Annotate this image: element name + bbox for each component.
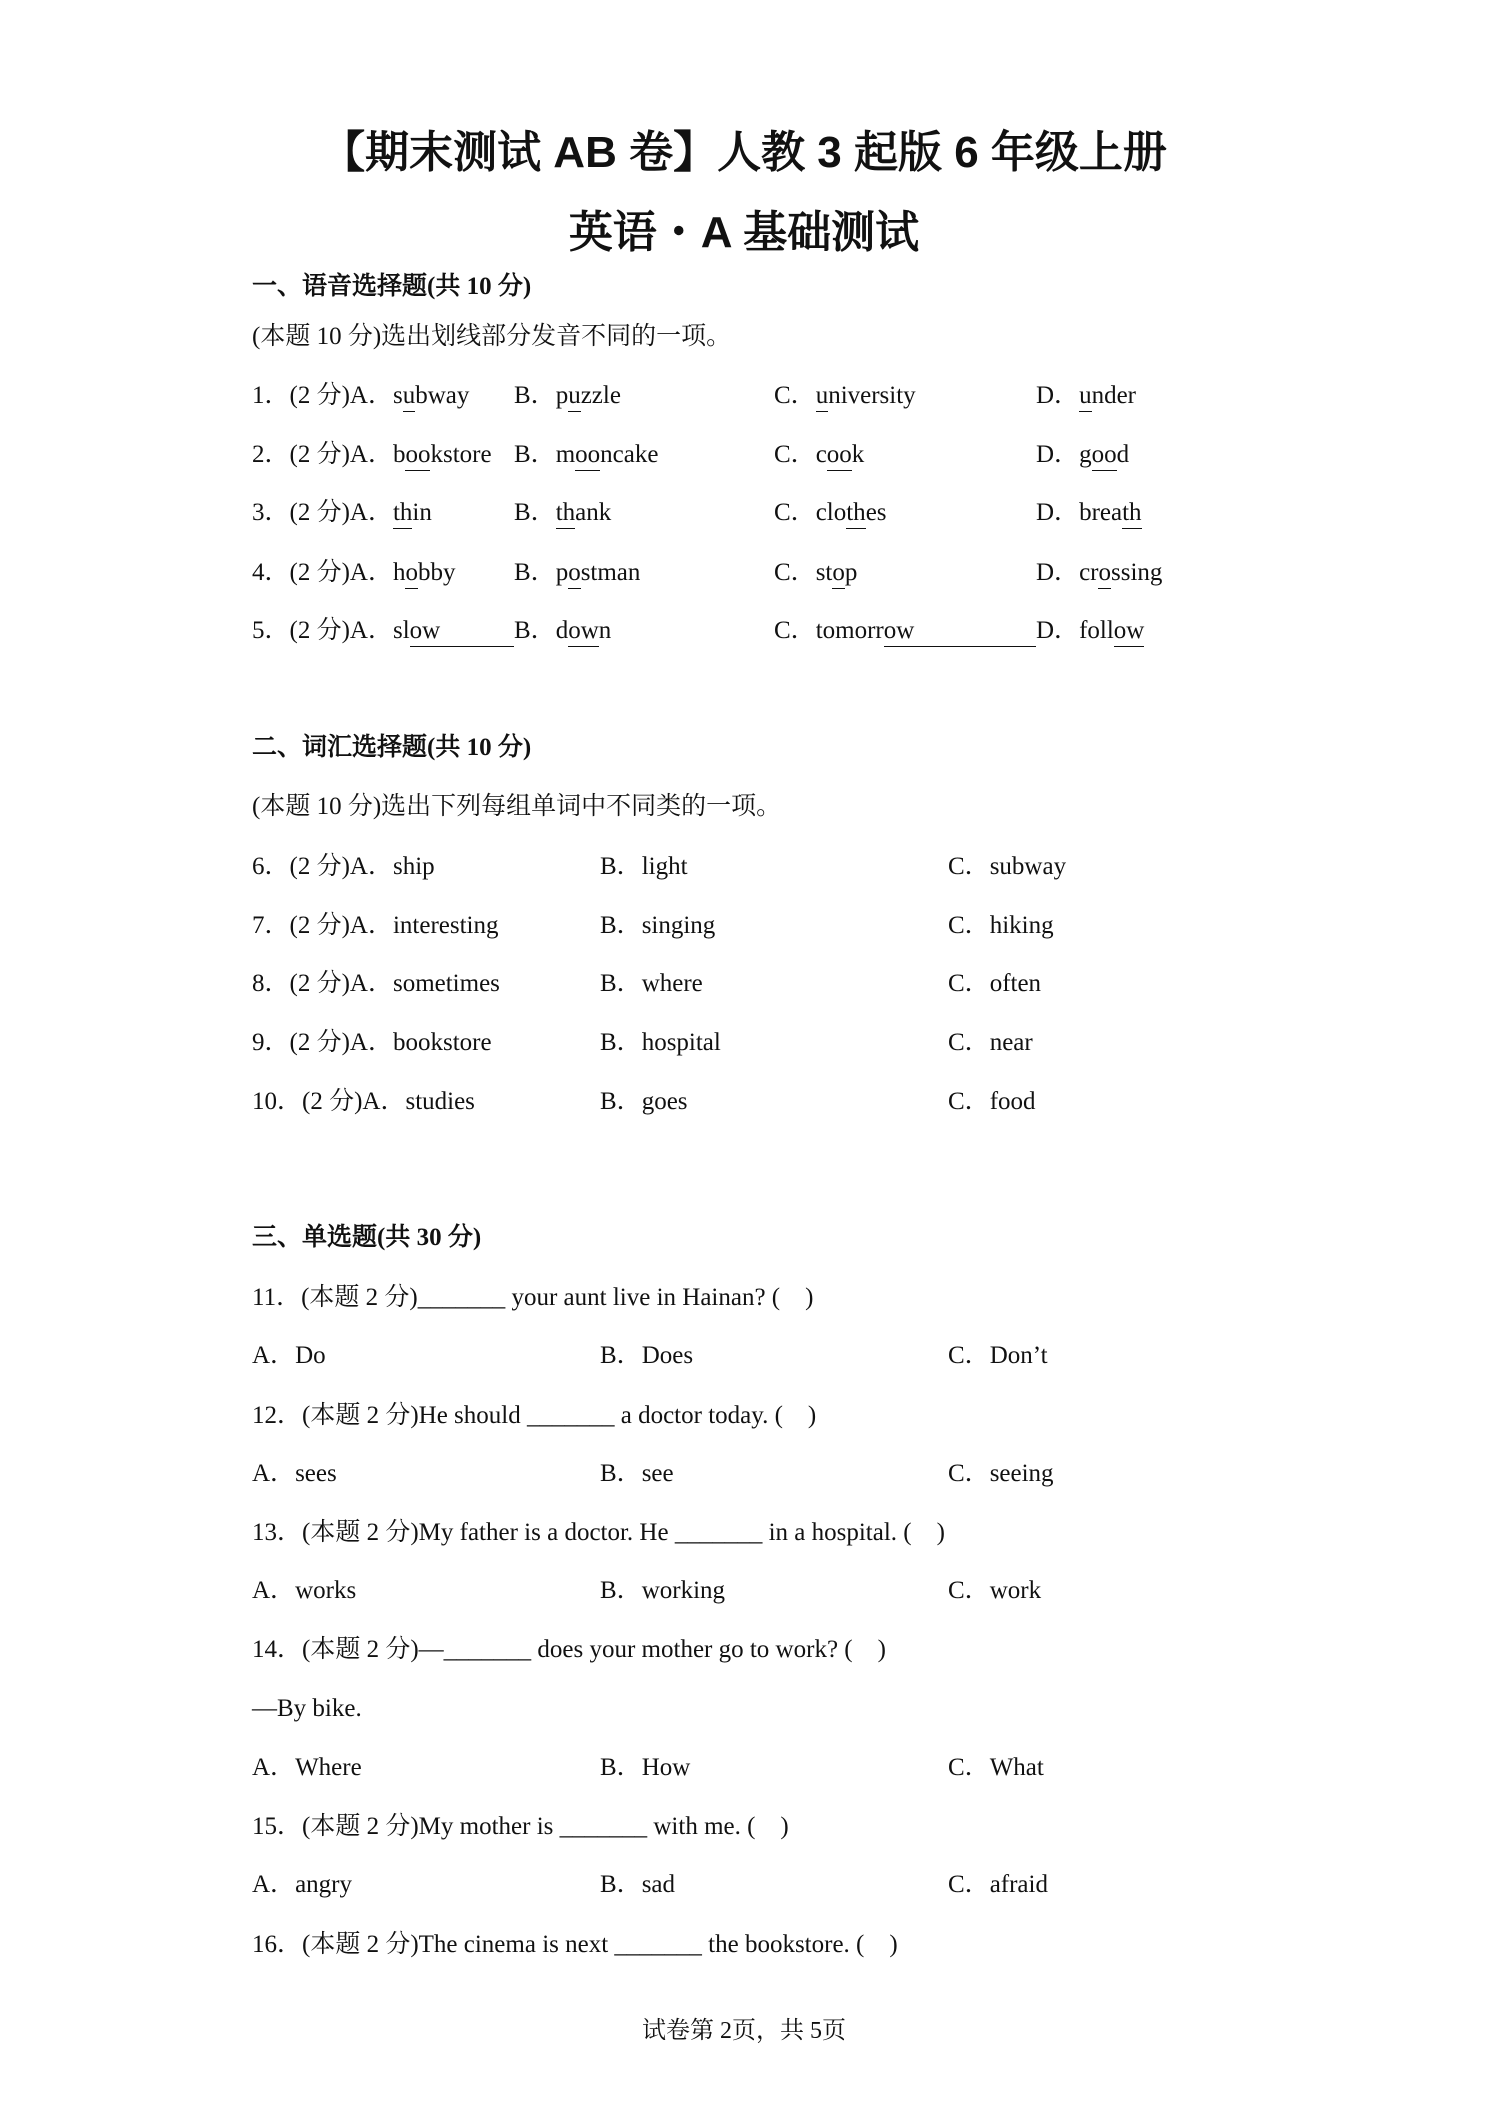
question-prefix: 2．(2 分) xyxy=(252,441,350,468)
option-text: singing xyxy=(641,912,716,939)
option-text: sometimes xyxy=(392,970,500,997)
question-row-6 xyxy=(252,853,1252,883)
option-d xyxy=(1036,441,1336,471)
question-row-10 xyxy=(252,1088,1252,1118)
word-start: d xyxy=(555,617,569,644)
option-text: Does xyxy=(641,1342,694,1369)
option-label: C． xyxy=(948,970,990,997)
word-start: tomorr xyxy=(815,617,884,644)
word-end: es xyxy=(865,499,887,526)
option-text: studies xyxy=(405,1088,475,1115)
option-text: light xyxy=(641,853,688,880)
word-start: b xyxy=(392,441,406,468)
option-label: A． xyxy=(349,1029,393,1056)
word-start: s xyxy=(392,382,403,409)
option-label: B． xyxy=(514,441,556,468)
option-label: B． xyxy=(600,970,642,997)
option-c xyxy=(948,1577,1248,1606)
underlined-letters: oo xyxy=(405,441,430,471)
option-d xyxy=(1036,559,1336,589)
underlined-letters: o xyxy=(1098,559,1111,589)
question-row-3 xyxy=(252,499,1252,529)
question-row-7 xyxy=(252,912,1252,942)
option-b xyxy=(514,382,774,412)
underlined-letters: o xyxy=(568,559,581,589)
option-c xyxy=(774,617,1036,647)
option-label: B． xyxy=(600,1754,642,1781)
word-start: cr xyxy=(1079,559,1099,586)
option-a xyxy=(252,1871,600,1900)
option-d xyxy=(1036,617,1336,647)
option-a xyxy=(252,559,514,589)
option-text: How xyxy=(641,1754,691,1781)
option-label: B． xyxy=(600,1577,642,1604)
option-label: C． xyxy=(948,1342,990,1369)
option-b xyxy=(600,970,948,999)
option-a xyxy=(252,1029,600,1058)
question-prefix: 5．(2 分) xyxy=(252,617,350,644)
options-row-12 xyxy=(252,1460,1252,1490)
word-end: niversity xyxy=(828,382,916,409)
section-header-phonics: 一、语音选择题(共 10 分) xyxy=(252,273,532,300)
question-prefix: 7．(2 分) xyxy=(252,912,350,939)
option-text: subway xyxy=(989,853,1067,880)
underlined-letters: th xyxy=(846,499,865,529)
underlined-letters: u xyxy=(816,382,829,412)
word-end: ssing xyxy=(1110,559,1163,586)
word-start: st xyxy=(815,559,833,586)
word-start: p xyxy=(555,559,569,586)
options-row-13 xyxy=(252,1577,1252,1607)
word-end: in xyxy=(412,499,432,526)
option-label: B． xyxy=(600,912,642,939)
option-text: hiking xyxy=(989,912,1054,939)
option-a xyxy=(252,970,600,999)
option-c xyxy=(948,1029,1248,1058)
word-start: clo xyxy=(815,499,847,526)
word-end: ank xyxy=(575,499,612,526)
option-label: D． xyxy=(1036,617,1080,644)
option-label: D． xyxy=(1036,559,1080,586)
section-instruction-phonics: (本题 10 分)选出划线部分发音不同的一项。 xyxy=(252,323,732,350)
option-label: A． xyxy=(349,617,393,644)
option-label: A． xyxy=(349,559,393,586)
option-label: C． xyxy=(948,1460,990,1487)
option-d xyxy=(1036,382,1336,412)
word-end: stman xyxy=(580,559,641,586)
question-stem-13: 13．(本题 2 分)My father is a doctor. He _______ in a hospital. ( ) xyxy=(252,1519,945,1546)
word-end: bby xyxy=(417,559,456,586)
option-c xyxy=(948,853,1248,882)
option-label: C． xyxy=(774,559,816,586)
option-label: A． xyxy=(349,382,393,409)
option-c xyxy=(948,1754,1248,1783)
option-d xyxy=(1036,499,1336,529)
question-row-5 xyxy=(252,617,1252,647)
option-text: work xyxy=(989,1577,1042,1604)
question-prefix: 8．(2 分) xyxy=(252,970,350,997)
word-start: c xyxy=(815,441,827,468)
option-b xyxy=(600,1342,948,1371)
option-b xyxy=(514,441,774,471)
option-a xyxy=(252,1342,600,1371)
word-start: sl xyxy=(392,617,410,644)
option-b xyxy=(514,617,774,647)
word-end: nder xyxy=(1091,382,1136,409)
underlined-letters: o xyxy=(405,559,418,589)
question-stem-14: 14．(本题 2 分)—_______ does your mother go to work? ( ) xyxy=(252,1636,886,1663)
word-end: zzle xyxy=(580,382,621,409)
word-start: brea xyxy=(1079,499,1123,526)
option-c xyxy=(948,1871,1248,1900)
options-row-14 xyxy=(252,1754,1252,1784)
option-label: C． xyxy=(774,617,816,644)
underlined-letters: u xyxy=(1079,382,1092,412)
question-row-8 xyxy=(252,970,1252,1000)
options-row-15 xyxy=(252,1871,1252,1901)
option-label: B． xyxy=(514,559,556,586)
question-prefix: 1．(2 分) xyxy=(252,382,350,409)
word-end: bway xyxy=(415,382,470,409)
question-stem-12: 12．(本题 2 分)He should _______ a doctor today. ( ) xyxy=(252,1402,817,1429)
option-label: C． xyxy=(948,1029,990,1056)
option-label: C． xyxy=(948,1577,990,1604)
option-label: A． xyxy=(349,970,393,997)
underlined-letters: ow xyxy=(884,617,1036,647)
option-b xyxy=(600,853,948,882)
underlined-letters: u xyxy=(403,382,416,412)
option-c xyxy=(948,1088,1248,1117)
option-label: A． xyxy=(252,1460,296,1487)
section-instruction-vocabulary: (本题 10 分)选出下列每组单词中不同类的一项。 xyxy=(252,793,782,820)
underlined-letters: th xyxy=(556,499,575,529)
option-c xyxy=(948,1460,1248,1489)
option-label: A． xyxy=(252,1754,296,1781)
option-label: B． xyxy=(600,1342,642,1369)
word-end: k xyxy=(851,441,865,468)
option-label: B． xyxy=(514,382,556,409)
option-b xyxy=(514,499,774,529)
option-text: see xyxy=(641,1460,674,1487)
option-text: interesting xyxy=(392,912,499,939)
word-end: kstore xyxy=(430,441,492,468)
option-c xyxy=(948,912,1248,941)
option-label: C． xyxy=(948,1088,990,1115)
option-a xyxy=(252,853,600,882)
word-end: p xyxy=(844,559,858,586)
underlined-letters: th xyxy=(393,499,412,529)
word-start: p xyxy=(555,382,569,409)
option-text: angry xyxy=(295,1871,352,1898)
option-b xyxy=(600,1577,948,1606)
question-row-4 xyxy=(252,559,1252,589)
underlined-letters: oo xyxy=(575,441,600,471)
option-label: C． xyxy=(948,1754,990,1781)
option-text: where xyxy=(641,970,703,997)
options-row-11 xyxy=(252,1342,1252,1372)
option-label: C． xyxy=(948,853,990,880)
option-a xyxy=(252,499,514,529)
option-b xyxy=(600,1754,948,1783)
option-label: A． xyxy=(252,1871,296,1898)
underlined-letters: o xyxy=(832,559,845,589)
option-text: What xyxy=(989,1754,1044,1781)
question-prefix: 6．(2 分) xyxy=(252,853,350,880)
option-a xyxy=(252,1577,600,1606)
underlined-letters: oo xyxy=(827,441,852,471)
option-b xyxy=(514,559,774,589)
option-a xyxy=(252,1088,600,1117)
option-label: A． xyxy=(349,441,393,468)
option-b xyxy=(600,1088,948,1117)
option-a xyxy=(252,1754,600,1783)
question-prefix: 3．(2 分) xyxy=(252,499,350,526)
option-b xyxy=(600,1460,948,1489)
underlined-letters: ow xyxy=(568,617,599,647)
option-a xyxy=(252,1460,600,1489)
word-start: m xyxy=(555,441,576,468)
option-text: goes xyxy=(641,1088,688,1115)
option-label: C． xyxy=(774,441,816,468)
option-c xyxy=(774,559,1036,589)
option-text: works xyxy=(295,1577,357,1604)
option-text: bookstore xyxy=(392,1029,492,1056)
option-label: A． xyxy=(349,912,393,939)
option-label: A． xyxy=(252,1577,296,1604)
question-stem-15: 15．(本题 2 分)My mother is _______ with me. ( ) xyxy=(252,1813,789,1840)
word-end: d xyxy=(1116,441,1130,468)
option-label: D． xyxy=(1036,499,1080,526)
option-text: sees xyxy=(295,1460,337,1487)
option-label: A． xyxy=(349,853,393,880)
option-text: ship xyxy=(392,853,435,880)
option-c xyxy=(948,970,1248,999)
option-a xyxy=(252,441,514,471)
dialogue-reply-14: —By bike. xyxy=(252,1695,362,1722)
question-stem-11: 11．(本题 2 分)_______ your aunt live in Hainan? ( ) xyxy=(252,1284,814,1311)
option-a xyxy=(252,912,600,941)
option-a xyxy=(252,382,514,412)
word-start: foll xyxy=(1079,617,1114,644)
option-text: Don’t xyxy=(989,1342,1048,1369)
underlined-letters: ow xyxy=(1114,617,1145,647)
underlined-letters: oo xyxy=(1092,441,1117,471)
option-label: A． xyxy=(362,1088,406,1115)
option-label: C． xyxy=(948,1871,990,1898)
question-prefix: 4．(2 分) xyxy=(252,559,350,586)
option-b xyxy=(600,1871,948,1900)
underlined-letters: u xyxy=(568,382,581,412)
option-label: B． xyxy=(600,1088,642,1115)
word-start: h xyxy=(392,559,406,586)
option-text: food xyxy=(989,1088,1036,1115)
option-text: Where xyxy=(295,1754,362,1781)
option-c xyxy=(774,382,1036,412)
option-text: Do xyxy=(295,1342,326,1369)
question-stem-16: 16．(本题 2 分)The cinema is next _______ the bookstore. ( ) xyxy=(252,1931,898,1958)
question-row-2 xyxy=(252,441,1252,471)
section-header-grammar: 三、单选题(共 30 分) xyxy=(252,1224,482,1251)
section-header-vocabulary: 二、词汇选择题(共 10 分) xyxy=(252,734,532,761)
question-prefix: 9．(2 分) xyxy=(252,1029,350,1056)
word-end: n xyxy=(598,617,612,644)
option-label: A． xyxy=(252,1342,296,1369)
option-c xyxy=(774,441,1036,471)
word-start: g xyxy=(1079,441,1092,468)
option-b xyxy=(600,1029,948,1058)
option-label: C． xyxy=(774,499,816,526)
question-row-1 xyxy=(252,382,1252,412)
option-label: B． xyxy=(600,1029,642,1056)
option-label: D． xyxy=(1036,382,1080,409)
option-c xyxy=(774,499,1036,529)
page-title: 【期末测试 AB 卷】人教 3 起版 6 年级上册 xyxy=(321,128,1167,177)
option-text: sad xyxy=(641,1871,676,1898)
underlined-letters: th xyxy=(1122,499,1141,529)
option-label: B． xyxy=(514,617,556,644)
question-prefix: 10．(2 分) xyxy=(252,1088,363,1115)
option-label: C． xyxy=(774,382,816,409)
page-subtitle: 英语・A 基础测试 xyxy=(568,208,920,257)
option-label: B． xyxy=(600,1871,642,1898)
option-label: B． xyxy=(600,853,642,880)
option-text: seeing xyxy=(989,1460,1054,1487)
option-text: hospital xyxy=(641,1029,721,1056)
word-end: ncake xyxy=(600,441,659,468)
option-label: A． xyxy=(349,499,393,526)
option-label: D． xyxy=(1036,441,1080,468)
option-label: B． xyxy=(600,1460,642,1487)
option-label: B． xyxy=(514,499,556,526)
underlined-letters: ow xyxy=(410,617,514,647)
option-text: afraid xyxy=(989,1871,1048,1898)
question-row-9 xyxy=(252,1029,1252,1059)
option-text: working xyxy=(641,1577,726,1604)
option-a xyxy=(252,617,514,647)
option-b xyxy=(600,912,948,941)
option-c xyxy=(948,1342,1248,1371)
page-footer: 试卷第 2页，共 5页 xyxy=(642,2018,846,2044)
option-text: often xyxy=(989,970,1042,997)
option-text: near xyxy=(989,1029,1033,1056)
option-label: C． xyxy=(948,912,990,939)
